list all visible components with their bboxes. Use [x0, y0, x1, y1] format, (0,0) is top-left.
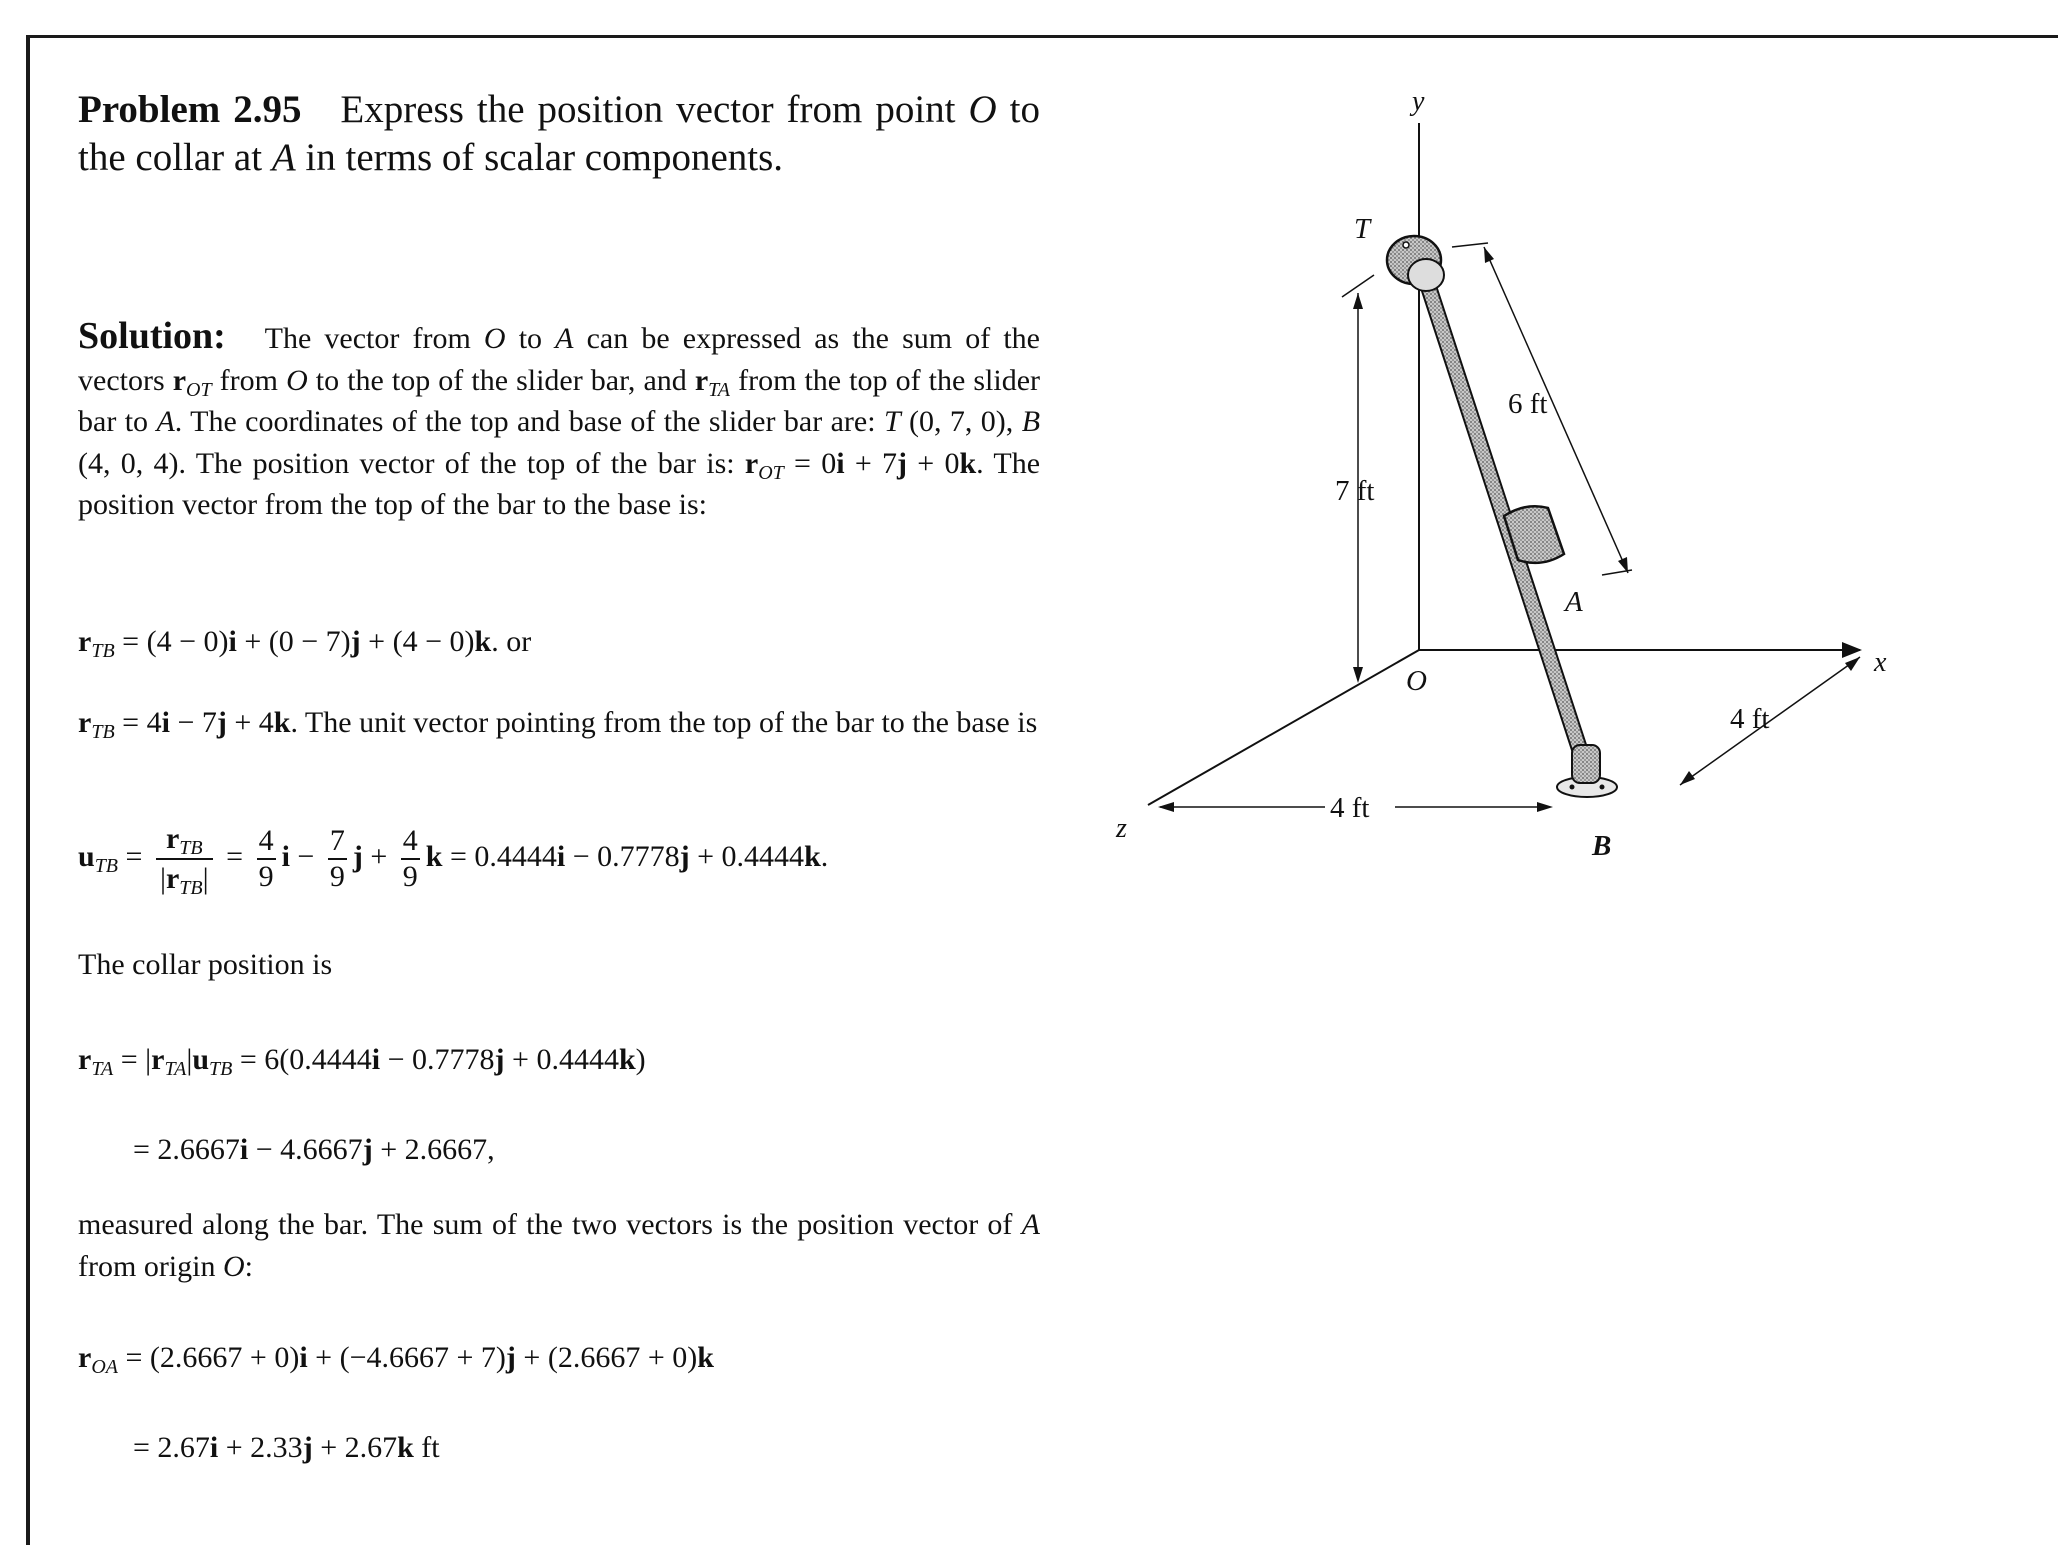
dimension-4ft-z-label: 4 ft	[1330, 792, 1370, 824]
equation-rtb-simplified: $r_{TB} = 4i - 7j + 4k$. The unit vector pointing from the top of the bar to the base is	[78, 706, 1038, 743]
dimension-4ft-z-arrow-right	[1537, 802, 1553, 812]
point-b-label: B	[1592, 830, 1612, 862]
problem-statement: Problem 2.95 Express the position vector from point O to the collar at A in terms of scalar components.	[78, 88, 1040, 179]
point-t-label: T	[1354, 213, 1371, 245]
dimension-6ft-arrow-bottom	[1618, 557, 1628, 573]
dimension-6ft-label: 6 ft	[1508, 388, 1548, 420]
equation-rtb-components: $r_{TB} = (4 - 0)i + (0 - 7)j + (4 - 0)k$. or	[78, 625, 532, 662]
axis-x-label: x	[1874, 647, 1887, 678]
dimension-4ft-x-line	[1680, 657, 1860, 785]
figure-svg	[1090, 85, 2058, 885]
measured-along-bar-text: measured along the bar. The sum of the two vectors is the position vector of A from origin O:	[78, 1208, 1040, 1283]
solution-label: Solution:	[78, 315, 226, 357]
solution-intro: Solution: The vector from O to A can be expressed as the sum of the vectors $r_{OT}$ from O to the top of the slider bar, and $r_{TA}$ from the top of the slider bar to A. The coordinates of the top and base of the slider bar are: T (0, 7, 0), B (4, 0, 4). The position vector of the top of the bar is: $r_{OT} = 0i + 7j + 0k$. The position vector from the top of the bar to the base is:	[78, 315, 1041, 521]
equation-unit-vector-utb: $u_{TB}$ = $\frac{r_{TB}}{|r_{TB}|}$ = $\frac{4}{9}$ i − $\frac{7}{9}$ j + $\frac{4}{9}$ k = 0.4444i − 0.7778j + 0.4444k.	[78, 822, 829, 899]
problem-label: Problem 2.95	[78, 88, 302, 131]
collar-position-text: The collar position is	[78, 948, 333, 981]
dimension-4ft-x-arrow-a	[1680, 771, 1695, 785]
equation-roa: $r_{OA} = (2.6667 + 0)i + (-4.6667 + 7)j + (2.6667 + 0)k$	[78, 1341, 714, 1378]
dimension-6ft-tick-top	[1452, 243, 1488, 247]
dimension-4ft-x-arrow-b	[1845, 657, 1860, 671]
dimension-7ft-arrow-top	[1353, 293, 1363, 309]
origin-label: O	[1406, 665, 1427, 697]
equation-rta: $r_{TA} = |r_{TA}|u_{TB} = 6(0.4444i - 0.7778j + 0.4444k)$	[78, 1043, 646, 1080]
axis-z-label: z	[1116, 813, 1127, 844]
point-a-label: A	[1565, 586, 1583, 618]
base-flange	[1557, 745, 1617, 797]
top-bracket	[1387, 236, 1444, 291]
dimension-6ft-arrow-top	[1484, 247, 1494, 263]
equation-rta-result: = 2.6667i − 4.6667j + 2.6667,	[133, 1133, 495, 1166]
slider-bar-figure	[1090, 85, 2058, 885]
z-axis-line	[1148, 650, 1419, 805]
axis-y-label: y	[1412, 86, 1425, 117]
dimension-4ft-x-label: 4 ft	[1730, 703, 1770, 735]
dimension-7ft-label: 7 ft	[1335, 475, 1375, 507]
dimension-7ft-arrow-bottom	[1353, 667, 1363, 683]
dimension-4ft-z-arrow-left	[1158, 802, 1174, 812]
top-border-rule	[26, 35, 2058, 38]
left-border-rule	[26, 35, 30, 1545]
equation-roa-result: = 2.67i + 2.33j + 2.67k ft	[133, 1431, 440, 1464]
